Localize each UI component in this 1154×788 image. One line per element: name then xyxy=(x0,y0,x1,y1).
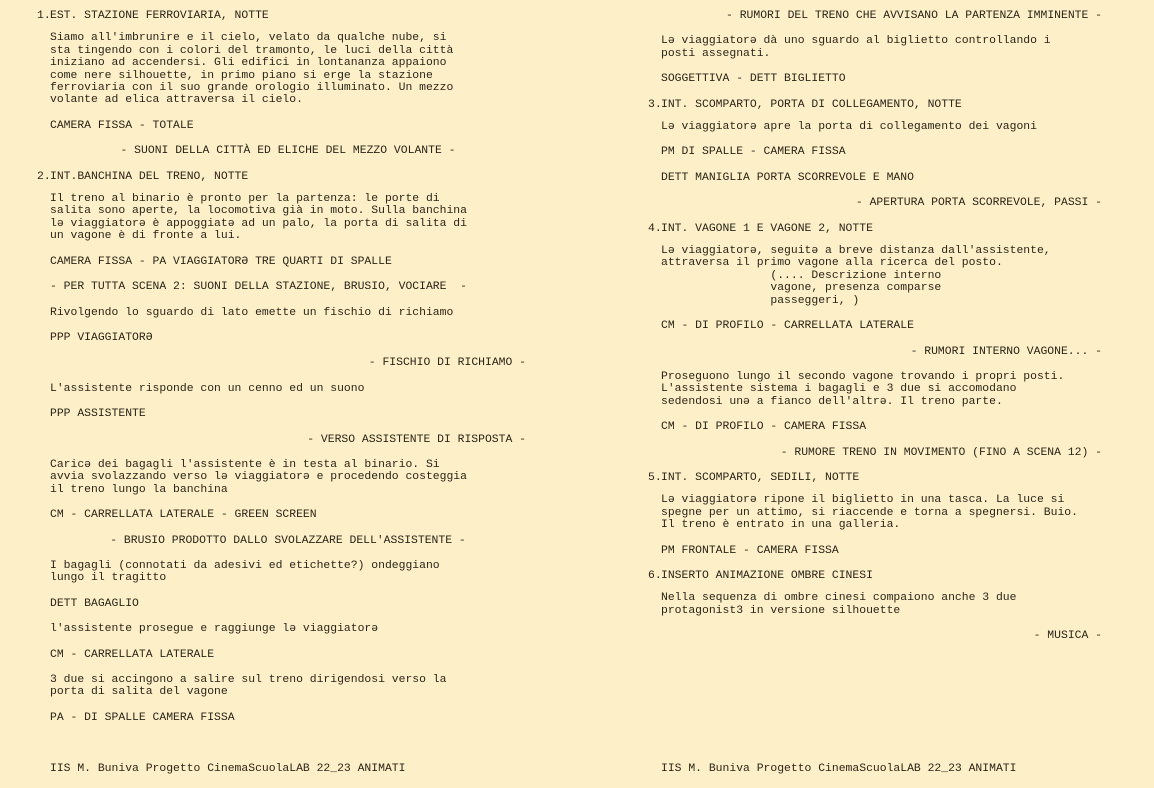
action-line: Siamo all'imbrunire e il cielo, velato da qualche nube, si sta tingendo con i colori del tramonto, le luci della città iniziano ad accendersi. Gli edifici in lontananza appaiono come nere silhouette, in primo piano si erge la stazione ferroviaria con il suo grande orologio illuminato. Un mezzo volante ad elica attraversa il cielo. xyxy=(50,32,454,107)
action-line: l'assistente prosegue e raggiunge lə viaggiatorə xyxy=(50,623,379,636)
sound-cue: - MUSICA - xyxy=(1033,630,1102,643)
action-line: 3 due si accingono a salire sul treno dirigendosi verso la porta di salita del vagone xyxy=(50,674,447,699)
action-line: Lə viaggiatorə dà uno sguardo al biglietto controllando i posti assegnati. xyxy=(661,35,1051,60)
action-line: PA - DI SPALLE CAMERA FISSA xyxy=(50,711,235,724)
scene-heading-text: INT.BANCHINA DEL TRENO, NOTTE xyxy=(50,170,249,183)
action-line: Lə viaggiatorə ripone il biglietto in una tasca. La luce si spegne per un attimo, si riaccende e torna a spegnersi. Buio. Il treno è entrato in una galleria. xyxy=(661,494,1078,532)
scene-heading-text: INT. VAGONE 1 E VAGONE 2, NOTTE xyxy=(661,222,873,235)
action-line: Il treno al binario è pronto per la partenza: le porte di salita sono aperte, la locomotiva già in moto. Sulla banchina lə viaggiatorə è appoggiatə ad un palo, la porta di salita di un vagone è di fronte a lui. xyxy=(50,193,467,243)
scene-number: 2. xyxy=(37,170,51,183)
action-line: Nella sequenza di ombre cinesi compaiono anche 3 due protagonist3 in versione silhouette xyxy=(661,592,1017,617)
page-right-content xyxy=(577,10,1102,656)
action-line: CAMERA FISSA - PA VIAGGIATORƏ TRE QUARTI DI SPALLE xyxy=(50,255,392,268)
action-line: PM DI SPALLE - CAMERA FISSA xyxy=(661,146,846,159)
scene-heading xyxy=(37,170,526,183)
scene-number: 5. xyxy=(648,471,662,484)
sound-cue: - RUMORI DEL TRENO CHE AVVISANO LA PARTENZA IMMINENTE - xyxy=(726,10,1102,22)
scene-heading-text: INSERTO ANIMAZIONE OMBRE CINESI xyxy=(661,569,873,582)
scene xyxy=(37,170,526,725)
action-line: Lə viaggiatorə, seguitə a breve distanza dall'assistente, attraversa il primo vagone alla ricerca del posto. (.... Descrizione interno vagone, presenza comparse passeggeri, ) xyxy=(661,245,1051,307)
action-line: SOGGETTIVA - DETT BIGLIETTO xyxy=(661,73,846,86)
action-line: CM - CARRELLATA LATERALE - GREEN SCREEN xyxy=(50,509,317,522)
scene-heading-text: EST. STAZIONE FERROVIARIA, NOTTE xyxy=(50,10,269,22)
sound-cue: - SUONI DELLA CITTÀ ED ELICHE DEL MEZZO VOLANTE - xyxy=(120,145,456,158)
action-line: CM - CARRELLATA LATERALE xyxy=(50,648,215,661)
scene-number: 3. xyxy=(648,98,662,111)
action-line: Lə viaggiatorə apre la porta di collegamento dei vagoni xyxy=(661,121,1037,134)
scene-heading xyxy=(37,10,526,22)
sound-cue: - APERTURA PORTA SCORREVOLE, PASSI - xyxy=(855,197,1102,210)
scene xyxy=(648,222,1102,459)
sound-cue: - BRUSIO PRODOTTO DALLO SVOLAZZARE DELL'ASSISTENTE - xyxy=(110,534,466,547)
scene-continuation xyxy=(661,10,1102,86)
action-line: - PER TUTTA SCENA 2: SUONI DELLA STAZIONE, BRUSIO, VOCIARE - xyxy=(50,281,467,294)
script-page-right xyxy=(577,0,1154,788)
sound-cue: - VERSO ASSISTENTE DI RISPOSTA - xyxy=(307,433,526,446)
scene-heading-text: INT. SCOMPARTO, SEDILI, NOTTE xyxy=(661,471,860,484)
action-line: PPP ASSISTENTE xyxy=(50,408,146,421)
scene-heading xyxy=(648,222,1102,235)
sound-cue: - RUMORE TRENO IN MOVIMENTO (FINO A SCENA 12) - xyxy=(780,446,1102,459)
action-line: Caricə dei bagagli l'assistente è in testa al binario. Si avvia svolazzando verso lə viaggiatorə e procedendo costeggia il treno lungo la banchina xyxy=(50,458,467,496)
action-line: L'assistente risponde con un cenno ed un suono xyxy=(50,382,365,395)
action-line: DETT MANIGLIA PORTA SCORREVOLE E MANO xyxy=(661,171,914,184)
scene-number: 4. xyxy=(648,222,662,235)
scene-heading-text: INT. SCOMPARTO, PORTA DI COLLEGAMENTO, NOTTE xyxy=(661,98,962,111)
sound-cue: - RUMORI INTERNO VAGONE... - xyxy=(910,345,1102,358)
action-line: DETT BAGAGLIO xyxy=(50,597,139,610)
action-line: Rivolgendo lo sguardo di lato emette un fischio di richiamo xyxy=(50,306,454,319)
sound-cue: - FISCHIO DI RICHIAMO - xyxy=(368,357,526,370)
action-line: CM - DI PROFILO - CAMERA FISSA xyxy=(661,421,867,434)
scene xyxy=(648,471,1102,557)
action-line: Proseguono lungo il secondo vagone trovando i propri posti. L'assistente sistema i bagagli e 3 due si accomodano sedendosi unə a fianco dell'altrə. Il treno parte. xyxy=(661,370,1065,408)
scene-heading xyxy=(648,471,1102,484)
scene xyxy=(648,98,1102,210)
page-footer: IIS M. Buniva Progetto CinemaScuolaLAB 22_23 ANIMATI xyxy=(661,763,1017,775)
action-line: I bagagli (connotati da adesivi ed etichette?) ondeggiano lungo il tragitto xyxy=(50,559,440,585)
action-line: PM FRONTALE - CAMERA FISSA xyxy=(661,544,839,557)
action-line: CAMERA FISSA - TOTALE xyxy=(50,119,194,132)
scene-heading xyxy=(648,569,1102,582)
page-footer: IIS M. Buniva Progetto CinemaScuolaLAB 22_23 ANIMATI xyxy=(50,763,406,775)
scene-heading xyxy=(648,98,1102,111)
scene-number: 1. xyxy=(37,10,51,22)
action-line: CM - DI PROFILO - CARRELLATA LATERALE xyxy=(661,320,914,333)
scene xyxy=(648,569,1102,643)
scene-number: 6. xyxy=(648,569,662,582)
action-line: PPP VIAGGIATORƏ xyxy=(50,331,153,344)
page-left-content xyxy=(0,10,526,737)
scene xyxy=(37,10,526,158)
